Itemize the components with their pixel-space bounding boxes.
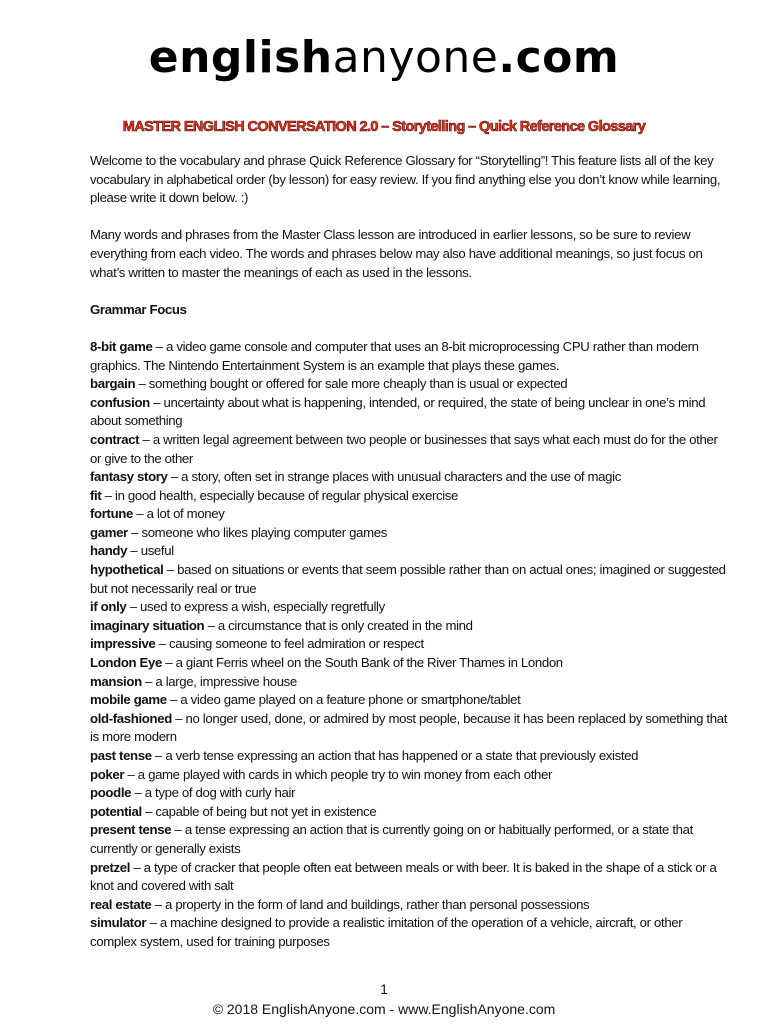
glossary-entry bbox=[90, 338, 730, 375]
glossary-term: potential bbox=[90, 803, 142, 819]
glossary-definition: – a game played with cards in which people try to win money from each other bbox=[124, 766, 553, 782]
glossary-definition: – capable of being but not yet in existence bbox=[141, 803, 377, 819]
section-heading: Grammar Focus bbox=[90, 301, 187, 317]
glossary-term: poodle bbox=[90, 785, 132, 801]
copyright-footer: © 2018 EnglishAnyone.com - www.EnglishAnyone.com bbox=[212, 1001, 556, 1017]
glossary-entry bbox=[90, 561, 730, 598]
site-logo bbox=[0, 32, 768, 84]
glossary-term: London Eye bbox=[90, 655, 162, 671]
glossary-entry bbox=[90, 635, 730, 654]
glossary-list bbox=[90, 338, 730, 952]
glossary-definition: – a video game console and computer that uses an 8-bit microprocessing CPU rather than modern graphics. The Nintendo Entertainment System is an example that plays these games. bbox=[90, 338, 699, 373]
glossary-definition: – useful bbox=[127, 543, 174, 559]
paragraph-spacer bbox=[90, 282, 730, 301]
glossary-term: 8-bit game bbox=[90, 338, 153, 354]
glossary-definition: – a tense expressing an action that is currently going on or habitually performed, or a state that currently or generally exists bbox=[90, 822, 693, 856]
glossary-entry bbox=[90, 598, 730, 617]
document-title: MASTER ENGLISH CONVERSATION 2.0 – Storytelling – Quick Reference Glossary bbox=[122, 119, 646, 135]
glossary-definition: – causing someone to feel admiration or respect bbox=[155, 636, 424, 652]
glossary-term: mansion bbox=[90, 673, 142, 689]
glossary-definition: – a written legal agreement between two people or businesses that says what each must do for the other or give to the other bbox=[90, 431, 718, 466]
glossary-entry bbox=[90, 803, 730, 822]
glossary-definition: – a type of cracker that people often eat between meals or with beer. It is baked in the shape of a stick or a knot and covered with salt bbox=[90, 859, 717, 894]
glossary-term: fantasy story bbox=[90, 469, 168, 485]
glossary-definition: – in good health, especially because of regular physical exercise bbox=[101, 487, 459, 503]
glossary-definition: – a lot of money bbox=[132, 506, 225, 522]
glossary-term: past tense bbox=[90, 748, 152, 763]
glossary-entry bbox=[90, 505, 730, 524]
logo-bold-part: english bbox=[148, 32, 333, 83]
glossary-definition: – a verb tense expressing an action that has happened or a state that previously existed bbox=[151, 748, 639, 763]
glossary-definition: – uncertainty about what is happening, intended, or required, the state of being unclear in one’s mind about something bbox=[90, 394, 706, 429]
document-body bbox=[90, 152, 730, 952]
glossary-definition: – a machine designed to provide a realistic imitation of the operation of a vehicle, aircraft, or other complex system, used for training purposes bbox=[90, 915, 683, 949]
glossary-term: gamer bbox=[90, 524, 128, 540]
glossary-definition: – a property in the form of land and buildings, rather than personal possessions bbox=[151, 896, 590, 912]
glossary-term: impressive bbox=[90, 636, 156, 652]
glossary-term: mobile game bbox=[90, 692, 167, 708]
glossary-term: fit bbox=[90, 487, 102, 503]
glossary-definition: – a giant Ferris wheel on the South Bank of the River Thames in London bbox=[161, 655, 563, 671]
glossary-definition: – a type of dog with curly hair bbox=[131, 785, 296, 801]
intro-paragraph-2: Many words and phrases from the Master Class lesson are introduced in earlier lessons, so be sure to review everything from each video. The words and phrases below may also have additional meanings, so just focus on what’s written to master the meanings of each as used in the lessons. bbox=[90, 227, 703, 280]
glossary-term: if only bbox=[90, 599, 127, 615]
glossary-entry bbox=[90, 468, 730, 487]
glossary-definition: – based on situations or events that seem possible rather than on actual ones; imagined or suggested but not necessarily real or true bbox=[90, 562, 726, 596]
glossary-term: real estate bbox=[90, 896, 152, 912]
glossary-definition: – used to express a wish, especially regretfully bbox=[126, 599, 385, 615]
glossary-term: contract bbox=[90, 431, 140, 447]
page-number: 1 bbox=[380, 981, 388, 997]
glossary-definition: – something bought or offered for sale more cheaply than is usual or expected bbox=[135, 376, 568, 392]
glossary-definition: – a circumstance that is only created in the mind bbox=[204, 617, 473, 633]
logo-suffix: .com bbox=[498, 32, 620, 83]
glossary-entry bbox=[90, 487, 730, 506]
glossary-entry bbox=[90, 710, 730, 747]
glossary-entry bbox=[90, 394, 730, 431]
glossary-entry bbox=[90, 747, 730, 766]
glossary-term: present tense bbox=[90, 822, 172, 838]
glossary-definition: – a video game played on a feature phone or smartphone/tablet bbox=[166, 692, 521, 708]
glossary-entry bbox=[90, 617, 730, 636]
glossary-definition: – a large, impressive house bbox=[141, 673, 297, 689]
glossary-term: old-fashioned bbox=[90, 710, 172, 726]
glossary-definition: – no longer used, done, or admired by most people, because it has been replaced by something that is more modern bbox=[90, 710, 728, 745]
glossary-entry bbox=[90, 673, 730, 692]
glossary-entry bbox=[90, 691, 730, 710]
glossary-term: confusion bbox=[90, 394, 150, 410]
glossary-term: simulator bbox=[90, 915, 147, 931]
glossary-entry bbox=[90, 896, 730, 915]
paragraph-spacer bbox=[90, 208, 730, 227]
glossary-entry bbox=[90, 542, 730, 561]
glossary-entry bbox=[90, 914, 730, 951]
intro-paragraph-1: Welcome to the vocabulary and phrase Quick Reference Glossary for “Storytelling”! This feature lists all of the key vocabulary in alphabetical order (by lesson) for easy review. If you find anything else you don’t know while learning, please write it down below. :) bbox=[90, 153, 721, 206]
logo-light-part: anyone bbox=[332, 32, 499, 83]
glossary-entry bbox=[90, 375, 730, 394]
glossary-entry bbox=[90, 654, 730, 673]
glossary-term: imaginary situation bbox=[90, 617, 205, 633]
glossary-entry bbox=[90, 524, 730, 543]
glossary-entry bbox=[90, 859, 730, 896]
glossary-definition: – a story, often set in strange places with unusual characters and the use of magic bbox=[167, 469, 621, 485]
glossary-term: pretzel bbox=[90, 859, 131, 875]
glossary-term: hypothetical bbox=[90, 562, 164, 578]
glossary-entry bbox=[90, 784, 730, 803]
glossary-entry bbox=[90, 766, 730, 785]
glossary-term: bargain bbox=[90, 376, 136, 392]
glossary-definition: – someone who likes playing computer games bbox=[127, 524, 387, 540]
paragraph-spacer bbox=[90, 319, 730, 338]
glossary-entry bbox=[90, 821, 730, 858]
glossary-term: poker bbox=[90, 766, 125, 782]
glossary-entry bbox=[90, 431, 730, 468]
glossary-term: fortune bbox=[90, 506, 133, 522]
glossary-term: handy bbox=[90, 543, 128, 559]
